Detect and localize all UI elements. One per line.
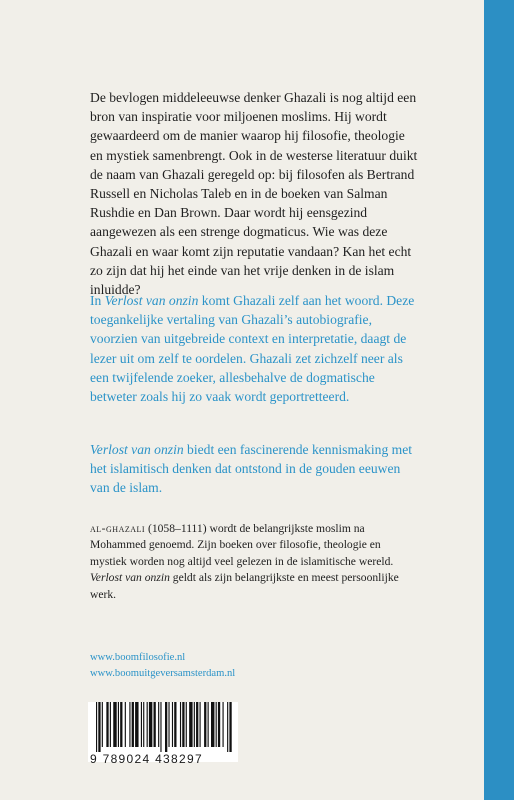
barcode-bar bbox=[189, 702, 192, 747]
barcode-bar bbox=[223, 702, 224, 747]
barcode-bar bbox=[194, 702, 195, 747]
barcode-bar bbox=[110, 702, 111, 747]
barcode-bars bbox=[88, 702, 238, 752]
barcode-bar bbox=[204, 702, 206, 747]
barcode-bar bbox=[218, 702, 220, 747]
barcode-bar bbox=[174, 702, 176, 747]
barcode-bar bbox=[216, 702, 217, 747]
book-title-italic: Verlost van onzin bbox=[90, 442, 184, 457]
blurb-paragraph-1-text: De bevlogen middeleeuwse denker Ghazali is nog altijd een bron van inspiratie voor miljoenen moslims. Hij wordt gewaardeerd om de manier waarop hij filosofie, theologie en mystiek samenbrengt. Ook in de westerse literatuur duikt de naam van Ghazali geregeld op: bij filosofen als Bertrand Russell en Nicholas Taleb en in de boeken van Salman Rushdie en Dan Brown. Daar wordt hij eensgezind aangewezen als een strenge dogmaticus. Wie was deze Ghazali en waar komt zijn reputatie vandaan? Kan het echt zo zijn dat hij het einde van het vrije denken in de islam inluidde? bbox=[90, 90, 418, 298]
barcode-bar bbox=[102, 702, 103, 747]
author-years: (1058–1111) bbox=[145, 522, 207, 535]
book-title-italic: Verlost van onzin bbox=[104, 293, 199, 308]
barcode-bar bbox=[118, 702, 119, 747]
barcode-bar bbox=[208, 702, 209, 747]
blurb-paragraph-2 bbox=[90, 291, 420, 406]
barcode-bar bbox=[186, 702, 187, 747]
barcode-bar bbox=[125, 702, 126, 747]
barcode-bar bbox=[180, 702, 181, 747]
blurb-paragraph-3-text: biedt een fascinerende kennismaking met het islamitisch denken dat ontstond in de gouden eeuwen van de islam. bbox=[90, 442, 413, 496]
barcode-bar bbox=[154, 702, 156, 747]
barcode-bar bbox=[129, 702, 130, 747]
book-title-italic: Verlost van onzin bbox=[90, 571, 170, 585]
barcode-bar bbox=[141, 702, 142, 747]
barcode-bar bbox=[229, 702, 231, 752]
barcode-bar bbox=[135, 702, 138, 747]
barcode-bar bbox=[196, 702, 198, 747]
isbn-number: 9 789024 438297 bbox=[90, 752, 203, 766]
author-bio-text-2: geldt als zijn belangrijkste en meest persoonlijke werk. bbox=[90, 571, 399, 601]
barcode-bar bbox=[132, 702, 134, 747]
blurb-paragraph-2-text: komt Ghazali zelf aan het woord. Deze toegankelijke vertaling van Ghazali’s autobiografie, voorzien van uitgebreide context en interpretatie, daagt de lezer uit om zelf te oordelen. Ghazali zet zichzelf neer als een twijfelende zoeker, allesbehalve de dogmatische betweter zoals hij zo vaak wordt geportretteerd. bbox=[90, 293, 415, 405]
barcode-bar bbox=[96, 702, 97, 752]
barcode-bar bbox=[147, 702, 148, 747]
blurb-paragraph-1 bbox=[90, 88, 420, 299]
barcode-bar bbox=[227, 702, 228, 752]
barcode-bar bbox=[200, 702, 201, 747]
spine-stripe bbox=[484, 0, 514, 800]
barcode-bar bbox=[160, 702, 161, 752]
publisher-links bbox=[90, 650, 390, 681]
author-bio-text-1: wordt de belangrijkste moslim na Mohammed genoemd. Zijn boeken over filosofie, theologie en mystiek worden nog altijd veel gelezen in de islamitische wereld. bbox=[90, 522, 394, 568]
link-boomuitgevers[interactable]: www.boomuitgeversamsterdam.nl bbox=[90, 667, 236, 679]
barcode-bar bbox=[172, 702, 173, 747]
barcode-bar bbox=[158, 702, 159, 747]
barcode-bar bbox=[165, 702, 167, 752]
barcode-bar bbox=[143, 702, 144, 747]
barcode-bar bbox=[168, 702, 169, 747]
barcode-bar bbox=[211, 702, 214, 747]
author-bio bbox=[90, 521, 410, 603]
barcode-bar bbox=[98, 702, 100, 752]
blurb-paragraph-2-lead: In bbox=[90, 293, 105, 308]
blurb-paragraph-3 bbox=[90, 440, 420, 498]
barcode-bar bbox=[182, 702, 184, 747]
barcode-bar bbox=[149, 702, 152, 747]
barcode-bar bbox=[120, 702, 122, 747]
barcode-bar bbox=[113, 702, 116, 747]
link-boomfilosofie[interactable]: www.boomfilosofie.nl bbox=[90, 652, 186, 663]
barcode-bar bbox=[106, 702, 108, 747]
author-name: al-ghazali bbox=[90, 522, 146, 535]
